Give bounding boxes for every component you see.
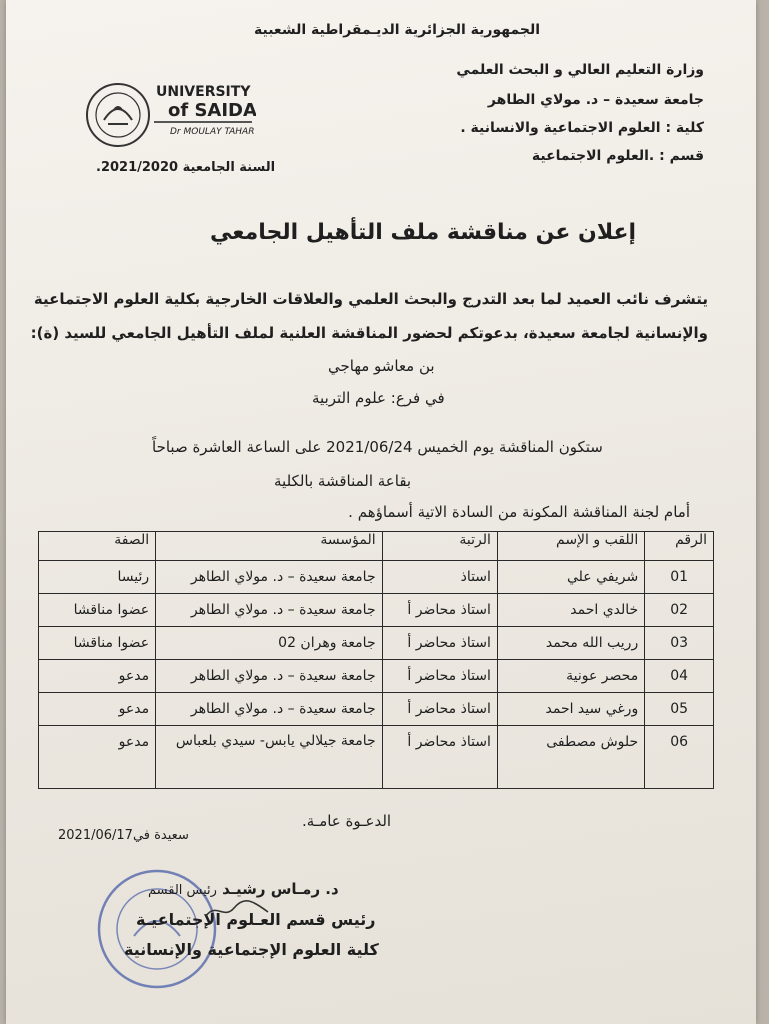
row-role: عضوا مناقشا [39, 627, 156, 660]
committee-table [38, 531, 714, 789]
logo-text-university: UNIVERSITY [156, 84, 251, 100]
row-num: 04 [645, 660, 714, 693]
row-num: 01 [645, 561, 714, 594]
row-name: رريب الله محمد [497, 627, 644, 660]
signature-stroke [206, 901, 268, 916]
header-rank: الرتبة [382, 532, 497, 561]
row-institution: جامعة سعيدة – د. مولاي الطاهر [156, 660, 383, 693]
row-institution: جامعة سعيدة – د. مولاي الطاهر [156, 561, 383, 594]
logo-text-moulay-tahar: Dr MOULAY TAHAR [170, 127, 255, 137]
row-role: مدعو [39, 660, 156, 693]
row-rank: استاذ محاضر أ [382, 627, 497, 660]
row-rank: استاذ [382, 561, 497, 594]
table-row [39, 627, 714, 660]
row-rank: استاذ محاضر أ [382, 726, 497, 789]
row-rank: استاذ محاضر أ [382, 594, 497, 627]
page-title: إعلان عن مناقشة ملف التأهيل الجامعي [210, 220, 637, 245]
row-institution: جامعة سعيدة – د. مولاي الطاهر [156, 594, 383, 627]
university-line: جامعة سعيدة – د. مولاي الطاهر [487, 92, 704, 108]
row-name: شريفي علي [497, 561, 644, 594]
header-role: الصفة [39, 532, 156, 561]
republic-header: الجمهورية الجزائرية الديـمقراطية الشعبية [254, 22, 541, 38]
table-header-row [39, 532, 714, 561]
document-page [6, 0, 756, 1024]
signatory-title: د. رمـاس رشيـد [222, 880, 339, 898]
row-institution: جامعة وهران 02 [156, 627, 383, 660]
logo-text-saida: of SAIDA [168, 100, 256, 121]
venue-line: بقاعة المناقشة بالكلية [274, 472, 412, 490]
ministry-line: وزارة التعليم العالي و البحث العلمي [456, 62, 704, 78]
row-institution: جامعة جيلالي يابس- سيدي بلعباس [156, 726, 383, 789]
department-head-line: رئيس قسم العـلوم الإجتماعيـة [136, 910, 376, 929]
academic-year: السنة الجامعية 2021/2020. [96, 160, 276, 175]
row-institution: جامعة سعيدة – د. مولاي الطاهر [156, 693, 383, 726]
faculty-stamp-line: كلية العلوم الإجتماعية والإنسانية [124, 940, 379, 959]
row-name: محصر عونية [497, 660, 644, 693]
row-role: مدعو [39, 726, 156, 789]
place-date: سعيدة في2021/06/17 [58, 828, 189, 843]
header-name: اللقب و الإسم [497, 532, 644, 561]
table-row [39, 561, 714, 594]
row-rank: استاذ محاضر أ [382, 660, 497, 693]
row-num: 05 [645, 693, 714, 726]
table-row [39, 693, 714, 726]
row-num: 02 [645, 594, 714, 627]
intro-line-2: والإنسانية لجامعة سعيدة، بدعوتكم لحضور المناقشة العلنية لملف التأهيل الجامعي للسيد (ة): [30, 324, 708, 342]
header-num: الرقم [645, 532, 714, 561]
row-role: عضوا مناقشا [39, 594, 156, 627]
row-name: حلوش مصطفى [497, 726, 644, 789]
candidate-name: بن معاشو مهاجي [328, 357, 435, 375]
row-role: رئيسا [39, 561, 156, 594]
intro-line-1: يتشرف نائب العميد لما بعد التدرج والبحث العلمي والعلاقات الخارجية بكلية العلوم الاجتماعية [33, 290, 708, 308]
signatory-role-stamp: رئيس القسم [148, 883, 217, 898]
row-rank: استاذ محاضر أ [382, 693, 497, 726]
university-logo [84, 80, 256, 150]
faculty-line: كلية : العلوم الاجتماعية والانسانية . [460, 120, 704, 136]
table-row [39, 594, 714, 627]
department-line: قسم : .العلوم الاجتماعية [531, 148, 704, 164]
table-row [39, 660, 714, 693]
logo-seal-inner [96, 93, 140, 137]
public-invite: الدعـوة عامـة. [302, 812, 392, 830]
table-row [39, 726, 714, 789]
committee-intro: أمام لجنة المناقشة المكونة من السادة الاتية أسماؤهم . [348, 503, 690, 521]
logo-emblem-icon [104, 107, 132, 124]
header-institution: المؤسسة [156, 532, 383, 561]
branch-line: في فرع: علوم التربية [312, 389, 445, 407]
row-name: خالدي احمد [497, 594, 644, 627]
row-name: ورغي سيد احمد [497, 693, 644, 726]
row-role: مدعو [39, 693, 156, 726]
row-num: 03 [645, 627, 714, 660]
handwritten-signature [202, 896, 272, 926]
schedule-line: ستكون المناقشة يوم الخميس 2021/06/24 على الساعة العاشرة صباحاً [152, 438, 603, 456]
university-logo-graphic [84, 80, 256, 150]
row-num: 06 [645, 726, 714, 789]
